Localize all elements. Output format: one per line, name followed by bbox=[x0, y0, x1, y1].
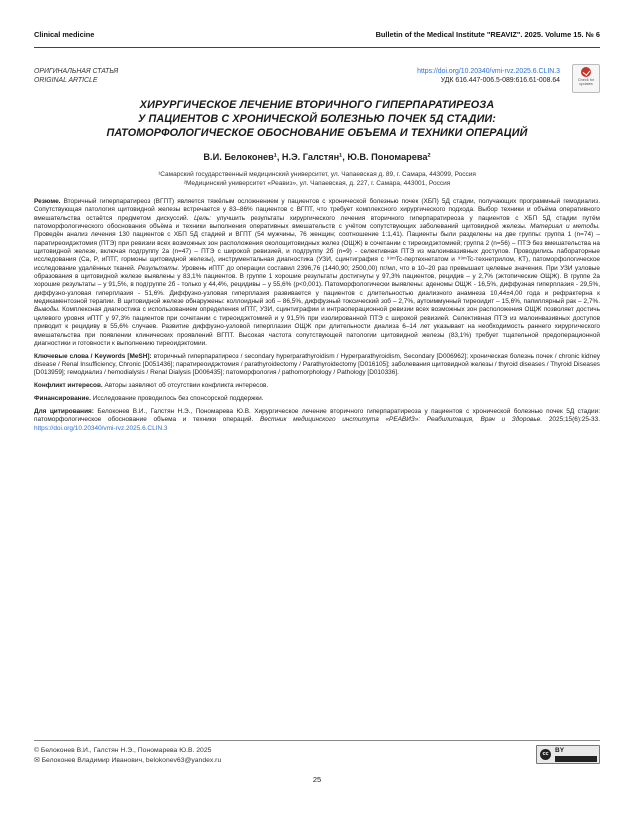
article-type-en: ORIGINAL ARTICLE bbox=[34, 77, 98, 84]
check-updates-icon bbox=[581, 67, 591, 77]
author-list: В.И. Белоконев¹, Н.Э. Галстян¹, Ю.В. Пономарева² bbox=[203, 152, 431, 162]
conclusions-text: Комплексная диагностика с использованием определения иПТГ, УЗИ, сцинтиграфии и интраоперационной ревизии всех возможных зон расположения ОЩЖ позволяет достичь целевого уровня иПТГ у 97,3% пациентов при сочетании с тиреоидэктомией и у 91,5% при изолированной ПТЭ с широкой ревизией. Селективная ПТЭ из малоинвазивных доступов приводит к рецидиву в 55,6% случаев. Развитие диффузно-узловой гиперплазии ОЩЖ при длительности диализа 6–14 лет указывает на необходимость раннего хирургического вмешательства при появлении клинических проявлений ВГПТ. Высокая частота сопутствующей патологии щитовидной железы (83,1%) требует тщательной предоперационной диагностики и готовности к выполнению тиреоидэктомии. bbox=[34, 306, 601, 347]
citation-text: Белоконев В.И., Галстян Н.Э., Пономарева Ю.В. Хирургическое лечение вторичного гиперпаратиреоза у пациентов с хронической болезнью почек 5Д стадии: патоморфологическое обоснование объема и техники операций. bbox=[34, 407, 600, 424]
title-line: ПАТОМОРФОЛОГИЧЕСКОЕ ОБОСНОВАНИЕ ОБЪЕМА И ТЕХНИКИ ОПЕРАЦИЙ bbox=[106, 126, 528, 139]
article-title bbox=[60, 99, 574, 140]
title-line: ХИРУРГИЧЕСКОЕ ЛЕЧЕНИЕ ВТОРИЧНОГО ГИПЕРПАРАТИРЕОЗА bbox=[139, 99, 495, 111]
citation-journal: Вестник медицинского института «РЕАВИЗ»: Реабилитация, Врач и Здоровье. bbox=[259, 416, 543, 424]
citation-pages: 2025;15(6):25-33. bbox=[548, 416, 601, 424]
results-text: Уровень иПТГ до операции составил 2396,76 (1440,90; 2500,00) пг/мл, что в 10–20 раз превышает целевые значения. При УЗИ узловые образования в щитовидной железе выявлены у 83,1% пациентов. В группе 1 хорошие результаты достигнуты у 97,3% пациентов, рецидив – у 2,7% (эктопические ОЩЖ). В группе 2а хорошие результаты – у 91,5%, в подгруппе 2б - только у 44,4%, рецидивы – у 55,6% (p<0,001). Патоморфологически выявлены: аденомы ОЩЖ - 16,5%, диффузная гиперплазия - 29,5%, диффузно-узловая гиперплазия - 51,6%. Диффузно-узловая гиперплазия развивается у пациентов с длительностью диализного анамнеза 10,44±4,00 года и рефрактерна к медикаментозной терапии. В щитовидной железе обнаружены: коллоидный зоб – 86,5%, диффузный токсический зоб – 2,7%, аутоиммунный тиреоидит – 15,6%, папиллярный рак – 2,7%. bbox=[34, 264, 600, 306]
copyright: © Белоконев В.И., Галстян Н.Э., Пономарева Ю.В. 2025 bbox=[34, 747, 212, 754]
by-label: BY bbox=[555, 747, 565, 754]
contact-email[interactable]: ✉ Белоконев Владимир Иванович, belokonev63@yandex.ru bbox=[34, 756, 222, 764]
affiliations bbox=[34, 171, 600, 188]
goal-label: Цель: bbox=[194, 214, 211, 222]
abstract-intro: Вторичный гиперпаратиреоз (ВГПТ) является тяжёлым осложнением у пациентов с хронической болезнью почек (ХБП) 5Д стадии, получающих программный гемодиализ. Сопутствующая патология щитовидной железы встречается у 83–86% пациентов с ВГПТ, что требует комплексного хирургического подхода. Выбор техники и объёма оперативного вмешательства остаётся предметом дискуссий. bbox=[34, 198, 600, 222]
badge-line2: updates bbox=[579, 82, 593, 87]
badge-line1: Check for bbox=[577, 78, 595, 82]
title-line: У ПАЦИЕНТОВ С ХРОНИЧЕСКОЙ БОЛЕЗНЬЮ ПОЧЕК 5Д СТАДИИ: bbox=[138, 112, 496, 125]
keywords bbox=[34, 353, 600, 378]
running-header bbox=[34, 30, 600, 44]
citation-doi-link[interactable]: https://doi.org/10.20340/vmi-rvz.2025.6.CLIN.3 bbox=[34, 424, 168, 432]
article-type-ru: ОРИГИНАЛЬНАЯ СТАТЬЯ bbox=[34, 68, 119, 75]
funding-text: Исследование проводилось без спонсорской поддержки. bbox=[92, 395, 264, 403]
doi-link[interactable]: https://doi.org/10.20340/vmi-rvz.2025.6.CLIN.3 bbox=[417, 68, 560, 75]
keywords-label: Ключевые слова / Keywords [MeSH]: bbox=[34, 352, 152, 360]
funding-label: Финансирование. bbox=[34, 395, 91, 403]
cc-license-badge[interactable] bbox=[536, 745, 600, 764]
footer-divider bbox=[34, 740, 600, 741]
citation bbox=[34, 408, 600, 433]
license-bar bbox=[555, 756, 597, 762]
affiliation: ²Медицинский университет «Реавиз», ул. Чапаевская, д. 227, г. Самара, 443001, Россия bbox=[183, 179, 451, 187]
udk-code: УДК 616.447-006.5-089:616.61-008.64 bbox=[440, 77, 560, 84]
funding bbox=[34, 395, 600, 403]
methods-text: Проведён анализ лечения 130 пациентов с ХБП 5Д стадией и ВГПТ (54 мужчины, 76 женщин; соотношение 1:1,41). Пациенты были разделены на две группы: группа 1 (n=74) – паратиреоидэктомия (ПТЭ) при ревизии всех возможных зон расположения околощитовидных желез (ОЩЖ) в сочетании с тиреоидэктомией; группа 2 (n=56) – ПТЭ без вмешательства на щитовидной железе, включая подгруппу 2а (n=47) – ПТЭ с широкой ревизией, и подгруппу 2б (n=9) - селективная ПТЭ из малоинвазивных доступов. Проводились лабораторные исследования (Ca, P, иПТГ, гормоны щитовидной железы), инструментальная диагностика (УЗИ, сцинтиграфия с ⁹⁹ᵐTc-пертехнетатом и ⁹⁹ᵐTc-технетрилом, КТ), патоморфологическое исследование удалённых тканей. bbox=[34, 231, 600, 272]
abstract-section bbox=[34, 198, 600, 437]
conflict-label: Конфликт интересов. bbox=[34, 382, 103, 390]
header-divider bbox=[34, 47, 600, 48]
conflict-of-interest bbox=[34, 382, 600, 390]
article-ids bbox=[417, 67, 560, 85]
journal-name: Bulletin of the Medical Institute "REAVIZ". 2025. Volume 15. № 6 bbox=[375, 30, 600, 39]
page-number: 25 bbox=[312, 775, 322, 784]
article-type bbox=[34, 67, 118, 85]
citation-label: Для цитирования: bbox=[34, 407, 94, 415]
conflict-text: Авторы заявляют об отсутствии конфликта интересов. bbox=[104, 382, 269, 390]
check-for-updates-badge[interactable] bbox=[572, 64, 600, 93]
methods-label: Материал и методы. bbox=[530, 223, 600, 231]
results-label: Результаты. bbox=[137, 264, 180, 272]
affiliation: ¹Самарский государственный медицинский университет, ул. Чапаевская д. 89, г. Самара, 443099, Россия bbox=[158, 171, 476, 178]
conclusions-label: Выводы. bbox=[34, 306, 60, 314]
footer bbox=[34, 746, 221, 765]
cc-icon: cc bbox=[540, 749, 551, 760]
keywords-text: вторичный гиперпаратиреоз / secondary hyperparathyroidism / Hyperparathyroidism, Secondary [D006962]; хроническая болезнь почек / chronic kidney disease / Renal Insufficiency, Chronic [D051436]; паратиреоидэктомия / parathyroidectomy / Parathyroidectomy [D016105]; заболевания щитовидной железы / thyroid diseases / Thyroid Diseases [D013959]; гемодиализ / hemodialysis / Renal Dialysis [D006435]; патоморфология / pathomorphology / Pathology [D010336]. bbox=[34, 352, 600, 377]
abstract bbox=[34, 198, 600, 348]
abstract-label: Резюме. bbox=[34, 198, 61, 205]
goal-text: улучшить результаты хирургического лечения вторичного гиперпаратиреоза у пациентов с ХБП 5Д стадии путём патоморфологического обоснования объёма и техники выполнения оперативных вмешательств с учётом сопутствующих заболеваний щитовидной железы. bbox=[34, 214, 600, 231]
section-name: Clinical medicine bbox=[34, 30, 95, 39]
